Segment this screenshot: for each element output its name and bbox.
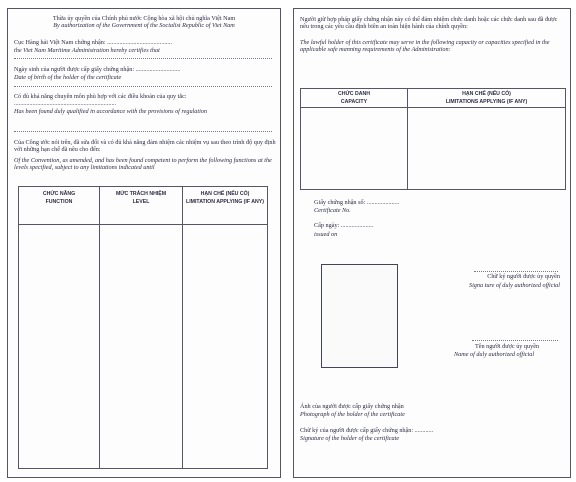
table-cell-capacity — [301, 108, 408, 190]
photo-placeholder — [321, 264, 398, 368]
table-cell-function — [19, 225, 100, 469]
functions-table — [18, 186, 268, 469]
table-cell-limitations — [408, 108, 566, 190]
administration-en: the Viet Nam Maritime Administration hereby certifies that — [14, 47, 160, 54]
certificate-no-en: Certificate No. — [314, 207, 351, 214]
certificate-left-page — [7, 8, 281, 478]
table-cell-level — [100, 225, 183, 469]
table-header-function: CHỨC NĂNG FUNCTION — [19, 187, 100, 225]
holder-signature-en: Signature of the holder of the certificate — [300, 435, 400, 442]
table-header-limitation: HẠN CHẾ (NẾU CÓ) LIMITATION APPLYING (IF ANY) — [183, 187, 268, 225]
name-official-line — [472, 340, 558, 341]
holder-signature-vn: Chữ ký của người được cấp giấy chứng nhận: ............ — [300, 427, 434, 434]
table-header-limitations: HẠN CHẾ (NẾU CÓ) LIMITATIONS APPLYING (IF ANY) — [408, 89, 566, 108]
photo-label-vn: Ảnh của người được cấp giấy chứng nhận — [300, 403, 404, 410]
issued-on-vn: Cấp ngày: ..................... — [314, 222, 374, 229]
divider-line — [14, 131, 272, 132]
authorization-en: By authorization of the Government of the Socialist Republic of Viet Nam — [53, 22, 235, 29]
issued-on-en: issued on — [314, 231, 338, 238]
name-official-vn: Tên người được ủy quyền — [474, 343, 540, 350]
capacity-intro-en: The lawful holder of this certificate may serve in the following capacity or capacities specified in the applicable safe manning requirements of the Administration: — [300, 39, 550, 54]
name-official-en: Name of duly authorized official — [454, 351, 535, 358]
certificate-right-page — [293, 8, 571, 478]
date-of-birth-vn: Ngày sinh của người được cấp giấy chứng nhận: ............................. — [14, 66, 181, 73]
capacity-intro-vn: Người giữ hợp pháp giấy chứng nhận này có thể đảm nhiệm chức danh hoặc các chức danh sau đã được nêu trong các yêu cầu định biên an toàn hiện hành của chính quyền: — [300, 16, 558, 31]
divider-line — [14, 58, 272, 59]
table-header-level: MỨC TRÁCH NHIỆM LEVEL — [100, 187, 183, 225]
certificate-no-vn: Giấy chứng nhận số: ..................... — [314, 199, 400, 206]
qualification-en: Has been found duly qualified in accordance with the provisions of regulation — [14, 108, 207, 115]
administration-vn: Cục Hàng hải Việt Nam chứng nhận: .......................................... — [14, 39, 173, 46]
signature-official-vn: Chữ ký người được ủy quyền — [487, 273, 560, 280]
photo-label-en: Photograph of the holder of the certificate — [300, 411, 405, 418]
signature-official-en: Signa ture of duly authorized official — [468, 282, 560, 289]
signature-official-line — [474, 271, 558, 272]
capacity-table — [300, 88, 566, 190]
table-cell-limitation — [183, 225, 268, 469]
divider-line — [14, 86, 272, 87]
date-of-birth-en: Date of birth of the holder of the certificate — [14, 74, 122, 81]
authorization-vn: Thừa ủy quyền của Chính phủ nước Cộng hòa xã hội chủ nghĩa Việt Nam — [52, 15, 236, 22]
qualification-vn: Có đủ khả năng chuyên môn phù hợp với các điều khoản của quy tắc: .................................................................. — [14, 93, 187, 108]
convention-en: Of the Convention, as amended, and has been found competent to perform the following functions at the levels specified, subject to any limitations indicated until — [14, 157, 272, 172]
convention-vn: Của Công ước nói trên, đã sửa đổi và có đủ khả năng đảm nhiệm các nhiệm vụ sau theo trình độ quy định với những hạn chế đã nêu cho đến: — [14, 139, 276, 154]
table-header-capacity: CHỨC DANH CAPACITY — [301, 89, 408, 108]
